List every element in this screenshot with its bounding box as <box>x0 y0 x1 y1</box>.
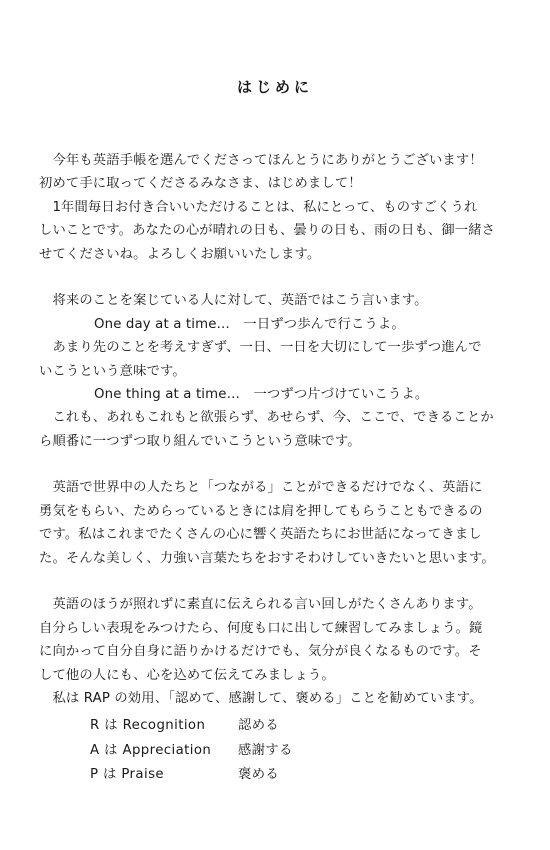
rap-meaning: 褒める <box>238 767 280 782</box>
paragraph-line: 私は RAP の効用、「認めて、感謝して、褒める」ことを勧めています。 <box>39 690 483 706</box>
paragraph-line: いこうという意味です。 <box>39 363 186 379</box>
paragraph-line: 将来のことを案じている人に対して、英語ではこう言います。 <box>39 293 428 309</box>
rap-item <box>90 739 293 764</box>
paragraph-line: た。そんな美しく、力強い言葉たちをおすそわけしていきたいと思います。 <box>39 550 495 566</box>
paragraph-line: 今年も英語手帳を選んでくださってほんとうにありがとうございます！ <box>39 153 483 168</box>
rap-meaning: 認める <box>238 718 280 733</box>
paragraph-line: です。私はこれまでたくさんの心に響く英語たちにお世話になってきまし <box>39 527 482 543</box>
paragraph-gap <box>39 570 519 593</box>
body-text <box>39 149 519 710</box>
paragraph-line: せてくださいね。よろしくお願いいたします。 <box>39 246 321 262</box>
paragraph-line: 自分らしい表現をみつけたら、何度も口に出して練習してみましょう。鏡 <box>39 620 483 636</box>
paragraph-line: ら順番に一つずつ取り組んでいこうという意味です。 <box>39 433 361 449</box>
english-phrase: One day at a time… 一日ずつ歩んで行こうよ。 <box>94 316 405 332</box>
rap-item <box>90 763 293 788</box>
paragraph-line: して他の人にも、心を込めて伝えてみましょう。 <box>39 667 335 683</box>
paragraph-line: 1年間毎日お付き合いいただけることは、私にとって、ものすごくうれ <box>39 199 478 215</box>
paragraph-line: 英語で世界中の人たちと「つながる」ことができるだけでなく、英語に <box>39 480 483 496</box>
rap-list <box>90 714 293 788</box>
paragraph-line: これも、あれもこれもと欲張らず、あせらず、今、ここで、できることか <box>39 410 494 426</box>
paragraph-line: 初めて手に取ってくださるみなさま、はじめまして！ <box>39 176 362 192</box>
rap-term: P は Praise <box>90 767 164 782</box>
paragraph-line: あまり先のことを考えすぎず、一日、一日を大切にして一歩ずつ進んで <box>39 340 482 356</box>
paragraph-gap <box>39 266 519 289</box>
rap-term: A は Appreciation <box>90 742 212 758</box>
paragraph-line: に向かって自分自身に語りかけるだけでも、気分が良くなるものです。そ <box>39 644 482 660</box>
paragraph-line: 英語のほうが照れずに素直に伝えられる言い回しがたくさんあります。 <box>39 597 482 613</box>
paragraph-gap <box>39 453 519 476</box>
page-title: はじめに <box>236 78 313 96</box>
paragraph-line: しいことです。あなたの心が晴れの日も、曇りの日も、雨の日も、御一緒さ <box>39 223 496 239</box>
rap-meaning: 感謝する <box>238 742 293 758</box>
rap-term: R は Recognition <box>90 718 206 733</box>
rap-item <box>90 714 293 739</box>
paragraph-line: 勇気をもらい、ためらっているときには肩を押してもらうこともできるの <box>39 503 483 519</box>
english-phrase: One thing at a time… 一つずつ片づけていこうよ。 <box>94 386 429 402</box>
